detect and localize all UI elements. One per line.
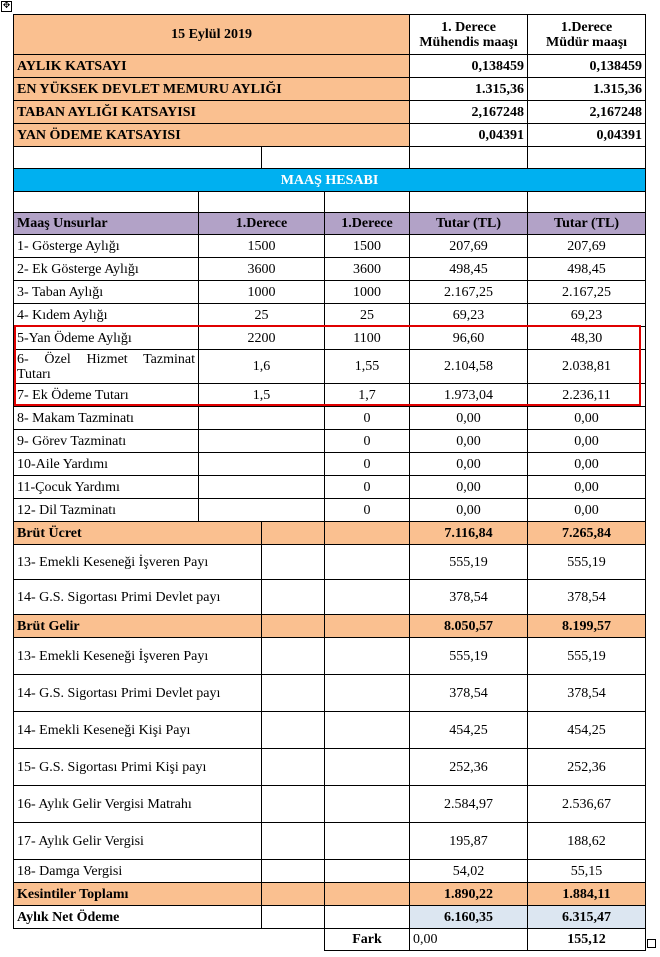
coefficient-value: 0,138459 — [410, 55, 528, 78]
item-derece-2: 1100 — [325, 327, 410, 350]
engineer-header-line2: Mühendis maaşı — [419, 34, 518, 50]
deduction-amount-2: 2.536,67 — [528, 786, 646, 823]
deduction-amount-1: 54,02 — [410, 860, 528, 883]
section-title: MAAŞ HESABI — [14, 169, 646, 192]
item-amount-1: 96,60 — [410, 327, 528, 350]
item-amount-1: 69,23 — [410, 304, 528, 327]
coefficient-value: 0,04391 — [410, 124, 528, 147]
item-row — [14, 453, 646, 476]
item-amount-2: 69,23 — [528, 304, 646, 327]
empty-cell — [325, 192, 410, 213]
deduction-amount-2: 55,15 — [528, 860, 646, 883]
deduction-amount-2: 252,36 — [528, 749, 646, 786]
coefficient-value: 0,138459 — [528, 55, 646, 78]
item-row — [14, 499, 646, 522]
deduction-amount-1: 454,25 — [410, 712, 528, 749]
coefficient-label: EN YÜKSEK DEVLET MEMURU AYLIĞI — [14, 78, 410, 101]
engineer-column-header — [410, 15, 528, 55]
column-header-t1: Tutar (TL) — [410, 213, 528, 235]
engineer-header-line1: 1. Derece — [441, 19, 496, 35]
item-label: 7- Ek Ödeme Tutarı — [14, 384, 199, 407]
item-derece-2: 0 — [325, 499, 410, 522]
coefficient-row — [14, 101, 646, 124]
kesintiler-label: Kesintiler Toplamı — [14, 883, 262, 906]
deduction-amount-1: 555,19 — [410, 638, 528, 675]
item-amount-2: 2.038,81 — [528, 350, 646, 384]
empty-cell — [325, 638, 410, 675]
deduction-amount-1: 2.584,97 — [410, 786, 528, 823]
column-header-label: Maaş Unsurlar — [14, 213, 199, 235]
item-derece-2: 1,7 — [325, 384, 410, 407]
item-derece-2: 0 — [325, 453, 410, 476]
item-amount-2: 0,00 — [528, 476, 646, 499]
brut_ucret-row — [14, 522, 646, 545]
item-derece-1: 1000 — [199, 281, 325, 304]
deduction-row — [14, 749, 646, 786]
empty-cell — [262, 883, 325, 906]
empty-cell — [14, 147, 262, 169]
column-header-d2: 1.Derece — [325, 213, 410, 235]
empty-cell — [325, 675, 410, 712]
item-derece-1: 1,6 — [199, 350, 325, 384]
brut_gelir-row — [14, 615, 646, 638]
item-derece-1: 3600 — [199, 258, 325, 281]
empty-cell — [262, 580, 325, 615]
item-derece-2: 3600 — [325, 258, 410, 281]
item-amount-2: 2.236,11 — [528, 384, 646, 407]
deduction-amount-2: 555,19 — [528, 638, 646, 675]
coefficient-label: TABAN AYLIĞI KATSAYISI — [14, 101, 410, 124]
empty-cell — [199, 192, 325, 213]
item-amount-2: 0,00 — [528, 499, 646, 522]
item-amount-1: 2.104,58 — [410, 350, 528, 384]
fark-label: Fark — [325, 929, 410, 951]
item-derece-1: 1,5 — [199, 384, 325, 407]
fark-amount-2: 155,12 — [528, 929, 646, 951]
item-label: 11-Çocuk Yardımı — [14, 476, 199, 499]
deduction-row — [14, 823, 646, 860]
brut_ucret-amount-2: 7.265,84 — [528, 522, 646, 545]
brut_ucret-label: Brüt Ücret — [14, 522, 262, 545]
brut_gelir-label: Brüt Gelir — [14, 615, 262, 638]
item-derece-2: 0 — [325, 407, 410, 430]
coefficient-label: YAN ÖDEME KATSAYISI — [14, 124, 410, 147]
deduction-row — [14, 712, 646, 749]
net-amount-1: 6.160,35 — [410, 906, 528, 929]
item-derece-1: 2200 — [199, 327, 325, 350]
empty-cell — [14, 192, 199, 213]
manager-column-header — [528, 15, 646, 55]
deduction-label: 14- Emekli Keseneği Kişi Payı — [14, 712, 262, 749]
item-row — [14, 384, 646, 407]
item-derece-1 — [199, 407, 325, 430]
item-amount-1: 0,00 — [410, 430, 528, 453]
item-amount-2: 0,00 — [528, 407, 646, 430]
deduction-amount-1: 195,87 — [410, 823, 528, 860]
kesintiler-amount-1: 1.890,22 — [410, 883, 528, 906]
item-label: 6- Özel Hizmet Tazminat Tutarı — [14, 350, 199, 384]
item-label: 5-Yan Ödeme Aylığı — [14, 327, 199, 350]
item-row — [14, 476, 646, 499]
empty-cell — [262, 545, 325, 580]
deduction-label: 16- Aylık Gelir Vergisi Matrahı — [14, 786, 262, 823]
item-amount-2: 207,69 — [528, 235, 646, 258]
item-amount-1: 1.973,04 — [410, 384, 528, 407]
deduction-row — [14, 545, 646, 580]
empty-cell — [262, 749, 325, 786]
empty-cell — [262, 522, 325, 545]
empty-cell — [528, 147, 646, 169]
empty-cell — [262, 147, 410, 169]
fark-amount-1: 0,00 — [410, 929, 528, 951]
deduction-amount-2: 454,25 — [528, 712, 646, 749]
item-amount-1: 498,45 — [410, 258, 528, 281]
empty-cell — [528, 192, 646, 213]
deduction-row — [14, 675, 646, 712]
empty-cell — [325, 906, 410, 929]
brut_gelir-amount-1: 8.050,57 — [410, 615, 528, 638]
empty-cell — [325, 883, 410, 906]
deduction-amount-1: 378,54 — [410, 580, 528, 615]
item-amount-2: 0,00 — [528, 430, 646, 453]
coefficient-label: AYLIK KATSAYI — [14, 55, 410, 78]
section-title-row — [14, 169, 646, 192]
coefficient-row — [14, 78, 646, 101]
item-amount-2: 498,45 — [528, 258, 646, 281]
item-amount-1: 0,00 — [410, 499, 528, 522]
coefficient-value: 2,167248 — [528, 101, 646, 124]
deduction-amount-1: 252,36 — [410, 749, 528, 786]
deduction-label: 13- Emekli Keseneği İşveren Payı — [14, 545, 262, 580]
coefficient-row — [14, 124, 646, 147]
item-label: 9- Görev Tazminatı — [14, 430, 199, 453]
item-derece-1 — [199, 453, 325, 476]
column-header-t2: Tutar (TL) — [528, 213, 646, 235]
item-label: 2- Ek Gösterge Aylığı — [14, 258, 199, 281]
item-derece-2: 0 — [325, 476, 410, 499]
net-row — [14, 906, 646, 929]
spacer-row — [14, 192, 646, 213]
net-amount-2: 6.315,47 — [528, 906, 646, 929]
item-amount-1: 0,00 — [410, 407, 528, 430]
item-derece-1 — [199, 476, 325, 499]
deduction-amount-2: 188,62 — [528, 823, 646, 860]
item-amount-1: 2.167,25 — [410, 281, 528, 304]
empty-cell — [325, 580, 410, 615]
coefficient-row — [14, 55, 646, 78]
item-label: 1- Gösterge Aylığı — [14, 235, 199, 258]
empty-cell — [410, 192, 528, 213]
brut_gelir-amount-2: 8.199,57 — [528, 615, 646, 638]
item-derece-2: 1500 — [325, 235, 410, 258]
empty-cell — [262, 638, 325, 675]
deduction-label: 13- Emekli Keseneği İşveren Payı — [14, 638, 262, 675]
deduction-row — [14, 786, 646, 823]
item-row — [14, 235, 646, 258]
item-amount-2: 2.167,25 — [528, 281, 646, 304]
item-row — [14, 430, 646, 453]
table-move-icon[interactable]: ✥ — [2, 1, 11, 11]
deduction-label: 15- G.S. Sigortası Primi Kişi payı — [14, 749, 262, 786]
item-amount-1: 0,00 — [410, 476, 528, 499]
empty-cell — [262, 615, 325, 638]
item-label: 10-Aile Yardımı — [14, 453, 199, 476]
item-derece-1 — [199, 499, 325, 522]
deduction-label: 18- Damga Vergisi — [14, 860, 262, 883]
empty-cell — [325, 860, 410, 883]
coefficient-value: 1.315,36 — [528, 78, 646, 101]
date-header: 15 Eylül 2019 — [14, 15, 410, 55]
table-resize-icon[interactable] — [647, 939, 656, 948]
empty-cell — [262, 786, 325, 823]
item-row — [14, 281, 646, 304]
item-derece-1: 1500 — [199, 235, 325, 258]
empty-cell — [262, 675, 325, 712]
item-label: 8- Makam Tazminatı — [14, 407, 199, 430]
empty-cell — [325, 749, 410, 786]
empty-cell — [262, 823, 325, 860]
item-label: 12- Dil Tazminatı — [14, 499, 199, 522]
item-row — [14, 327, 646, 350]
coefficient-value: 1.315,36 — [410, 78, 528, 101]
empty-cell — [325, 786, 410, 823]
item-label: 3- Taban Aylığı — [14, 281, 199, 304]
empty-cell — [262, 860, 325, 883]
empty-cell — [14, 929, 262, 951]
item-row — [14, 258, 646, 281]
deduction-row — [14, 580, 646, 615]
deduction-label: 14- G.S. Sigortası Primi Devlet payı — [14, 675, 262, 712]
deduction-label: 17- Aylık Gelir Vergisi — [14, 823, 262, 860]
manager-header-line2: Müdür maaşı — [546, 34, 628, 50]
coefficient-value: 2,167248 — [410, 101, 528, 124]
salary-table — [13, 14, 646, 951]
empty-cell — [262, 929, 325, 951]
deduction-label: 14- G.S. Sigortası Primi Devlet payı — [14, 580, 262, 615]
item-derece-1 — [199, 430, 325, 453]
item-amount-1: 0,00 — [410, 453, 528, 476]
item-row — [14, 407, 646, 430]
item-amount-2: 48,30 — [528, 327, 646, 350]
empty-cell — [262, 712, 325, 749]
brut_ucret-amount-1: 7.116,84 — [410, 522, 528, 545]
net-label: Aylık Net Ödeme — [14, 906, 262, 929]
empty-cell — [325, 545, 410, 580]
empty-cell — [325, 522, 410, 545]
deduction-row — [14, 860, 646, 883]
item-amount-2: 0,00 — [528, 453, 646, 476]
coefficient-value: 0,04391 — [528, 124, 646, 147]
manager-header-line1: 1.Derece — [560, 19, 613, 35]
kesintiler-row — [14, 883, 646, 906]
item-derece-2: 1,55 — [325, 350, 410, 384]
item-derece-2: 25 — [325, 304, 410, 327]
item-amount-1: 207,69 — [410, 235, 528, 258]
column-header-d1: 1.Derece — [199, 213, 325, 235]
kesintiler-amount-2: 1.884,11 — [528, 883, 646, 906]
item-derece-1: 25 — [199, 304, 325, 327]
deduction-amount-2: 555,19 — [528, 545, 646, 580]
deduction-amount-2: 378,54 — [528, 675, 646, 712]
item-row — [14, 304, 646, 327]
deduction-amount-1: 378,54 — [410, 675, 528, 712]
item-derece-2: 1000 — [325, 281, 410, 304]
item-label: 4- Kıdem Aylığı — [14, 304, 199, 327]
empty-cell — [325, 615, 410, 638]
deduction-amount-2: 378,54 — [528, 580, 646, 615]
empty-cell — [410, 147, 528, 169]
empty-cell — [262, 906, 325, 929]
item-derece-2: 0 — [325, 430, 410, 453]
fark-row — [14, 929, 646, 951]
item-row — [14, 350, 646, 384]
empty-cell — [325, 823, 410, 860]
column-header-row — [14, 213, 646, 235]
deduction-amount-1: 555,19 — [410, 545, 528, 580]
empty-cell — [325, 712, 410, 749]
spacer-row — [14, 147, 646, 169]
deduction-row — [14, 638, 646, 675]
